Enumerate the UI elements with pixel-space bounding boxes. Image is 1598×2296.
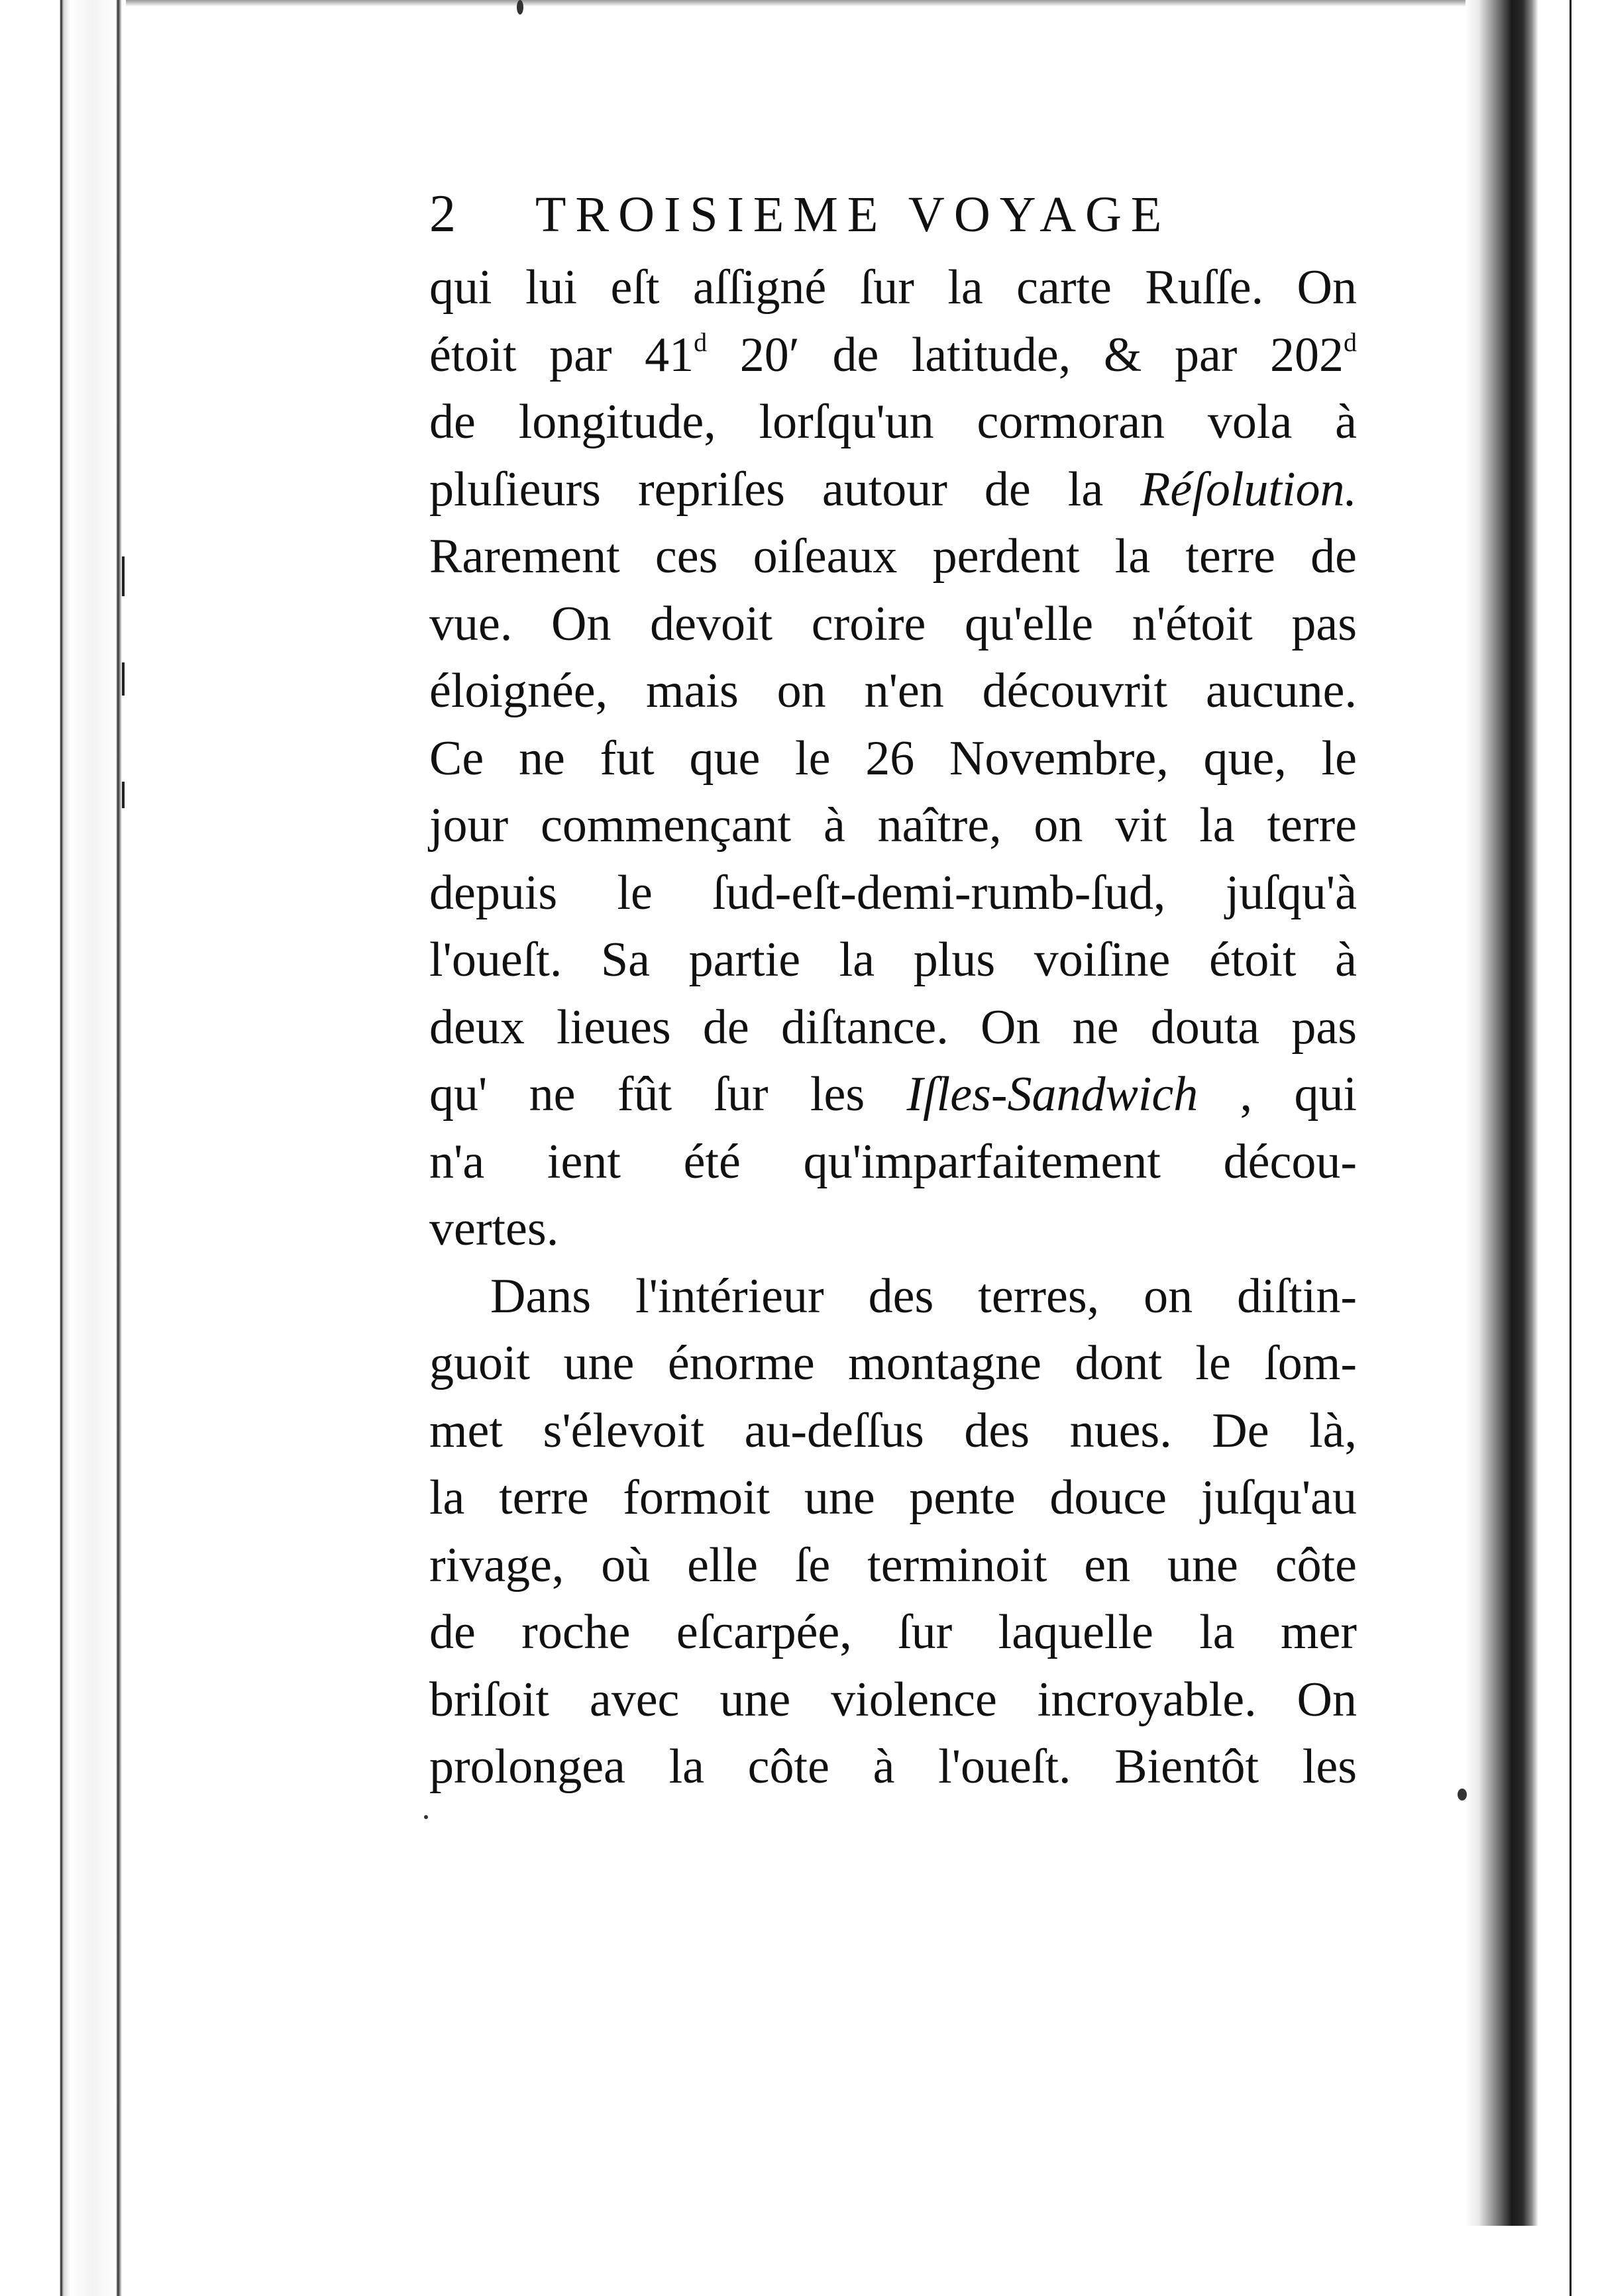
text-line: vertes.: [429, 1202, 559, 1256]
text-line: de roche eſcarpée, ſur laquelle la mer: [429, 1605, 1357, 1659]
text-line: met s'élevoit au-deſſus des nues. De là,: [429, 1403, 1357, 1458]
text-line: n'a ient été qu'imparfaitement décou-: [429, 1134, 1357, 1189]
text-fragment: 20′ de latitude, & par 202: [707, 327, 1344, 382]
book-spine-shadow: [1465, 0, 1538, 2226]
text-line: la terre formoit une pente douce juſqu'au: [429, 1471, 1357, 1525]
running-title: TROISIEME VOYAGE: [535, 187, 1171, 242]
ink-speck: [517, 0, 523, 15]
text-line: vue. On devoit croire qu'elle n'étoit pas: [429, 596, 1357, 651]
page-top-edge: [126, 0, 1477, 7]
edge-mark: [122, 662, 125, 696]
italic-place-name: Iſles-Sandwich: [906, 1067, 1198, 1122]
italic-ship-name: Réſolution.: [1140, 462, 1358, 517]
superscript: d: [694, 327, 708, 357]
text-line: jour commençant à naître, on vit la terre: [429, 798, 1357, 853]
text-line: guoit une énorme montagne dont le ſom-: [429, 1336, 1357, 1390]
ink-speck: [424, 1815, 428, 1819]
text-fragment: qu' ne fût ſur les: [429, 1067, 865, 1122]
right-page-edge: [1570, 0, 1571, 2296]
edge-mark: [122, 782, 125, 808]
left-page-edge: [53, 0, 126, 2296]
text-line: prolongea la côte à l'oueſt. Bientôt les: [429, 1740, 1357, 1794]
ink-speck: [1458, 1789, 1467, 1800]
text-line: de longitude, lorſqu'un cormoran vola à: [429, 395, 1357, 449]
text-line: Dans l'intérieur des terres, on diſtin-: [490, 1269, 1357, 1324]
page-number: 2: [429, 185, 460, 243]
text-line: depuis le ſud-eſt-demi-rumb-ſud, juſqu'à: [429, 865, 1357, 920]
book-page: [429, 184, 1357, 1801]
text-line: Ce ne fut que le 26 Novembre, que, le: [429, 731, 1357, 786]
text-line: [429, 322, 1357, 390]
edge-mark: [122, 556, 125, 596]
text-line: qui lui eſt aſſigné ſur la carte Ruſſe. On: [429, 260, 1357, 315]
text-line: Rarement ces oiſeaux perdent la terre de: [429, 529, 1357, 584]
text-line: éloignée, mais on n'en découvrit aucune.: [429, 664, 1357, 718]
text-line: [429, 1061, 1357, 1129]
text-line: l'oueſt. Sa partie la plus voiſine étoit à: [429, 933, 1357, 987]
text-fragment: étoit par 41: [429, 327, 694, 382]
text-line: briſoit avec une violence incroyable. On: [429, 1672, 1357, 1727]
superscript: d: [1344, 327, 1357, 357]
body-text: [429, 254, 1357, 1801]
text-line: [429, 456, 1357, 524]
text-fragment: pluſieurs repriſes autour de la: [429, 462, 1104, 517]
text-fragment: , qui: [1240, 1067, 1358, 1122]
text-line: rivage, où elle ſe terminoit en une côte: [429, 1538, 1357, 1592]
running-head: [429, 184, 1357, 254]
text-line: deux lieues de diſtance. On ne douta pas: [429, 1000, 1357, 1055]
